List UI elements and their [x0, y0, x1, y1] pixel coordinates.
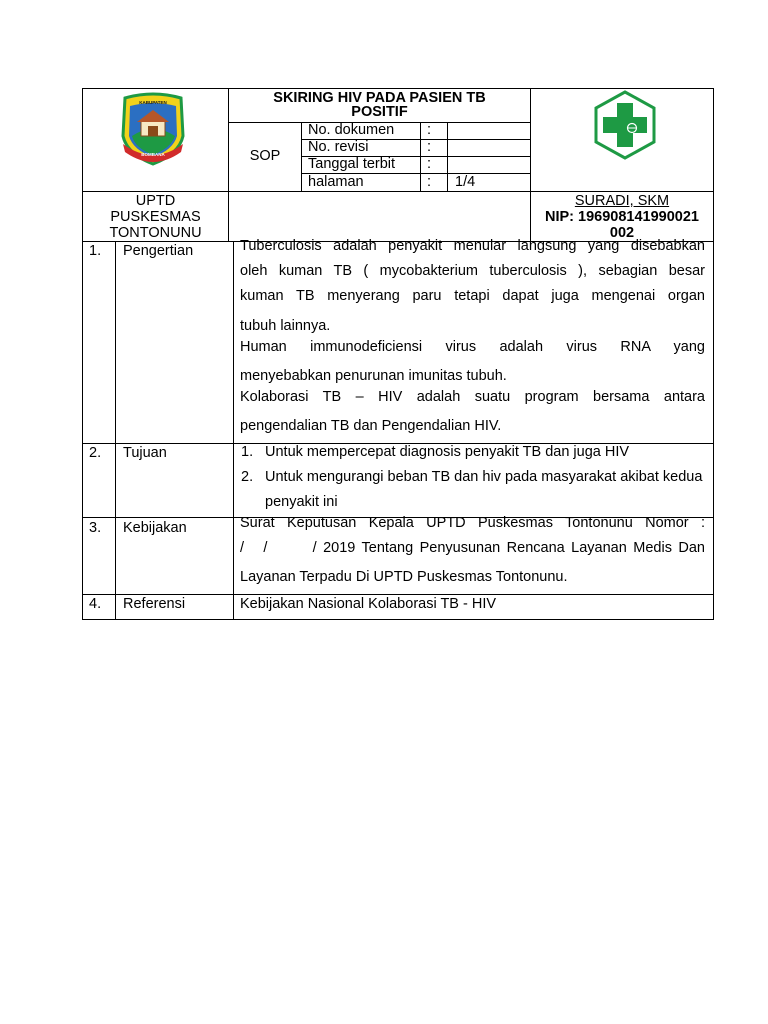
meta-sep-revisi: : — [427, 139, 432, 155]
pengertian-line: kuman TB menyerang paru tetapi dapat juga mengenai organ — [240, 288, 705, 305]
pengertian-content — [240, 238, 705, 440]
kebijakan-line: Surat Keputusan Kepala UPTD Puskesmas Tontonunu Nomor : — [240, 515, 705, 531]
meta-label-tanggal: Tanggal terbit — [308, 156, 396, 172]
signer-block — [531, 193, 713, 241]
list-item-text: Untuk mengurangi beban TB dan hiv pada masyarakat akibat kedua penyakit ini — [265, 469, 703, 510]
org-line-3: TONTONUNU — [109, 225, 202, 241]
pengertian-line: tubuh lainnya. — [240, 317, 331, 334]
kebijakan-content — [240, 515, 705, 591]
meta-label-dokumen: No. dokumen — [308, 122, 395, 138]
signer-name: SURADI, SKM — [574, 193, 670, 209]
row-label-pengertian: Pengertian — [123, 243, 194, 259]
signer-nip-line-2: 002 — [609, 225, 635, 241]
list-item-number: 1. — [241, 444, 254, 460]
meta-label-revisi: No. revisi — [308, 139, 369, 155]
sop-label: SOP — [249, 148, 281, 164]
document-title — [229, 91, 530, 119]
pengertian-line: Kolaborasi TB – HIV adalah suatu program bersama antara — [240, 389, 705, 406]
row-number: 1. — [89, 243, 102, 259]
meta-value-halaman: 1/4 — [455, 174, 476, 190]
signer-nip-line-1: NIP: 196908141990021 — [545, 209, 699, 225]
referensi-content: Kebijakan Nasional Kolaborasi TB - HIV — [240, 596, 497, 612]
list-item — [241, 465, 707, 515]
row-number: 2. — [89, 445, 102, 461]
organization-name — [83, 193, 228, 241]
row-label-referensi: Referensi — [123, 596, 186, 612]
org-line-2: PUSKESMAS — [110, 209, 201, 225]
list-item-number: 2. — [241, 469, 254, 485]
meta-sep-dokumen: : — [427, 122, 432, 138]
row-number: 3. — [89, 520, 102, 536]
kebijakan-line: / / / 2019 Tentang Penyusunan Rencana Layanan Medis Dan — [240, 540, 705, 557]
logo-text-bottom: BOMBANA — [141, 152, 165, 157]
pengertian-line: Tuberculosis adalah penyakit menular langsung yang disebabkan — [240, 238, 705, 254]
kebijakan-line: Layanan Terpadu Di UPTD Puskesmas Tontonunu. — [240, 569, 568, 586]
kabupaten-logo — [117, 92, 189, 168]
pengertian-line: menyebabkan penurunan imunitas tubuh. — [240, 367, 507, 384]
org-line-1: UPTD — [135, 193, 176, 209]
title-line-2: POSITIF — [351, 104, 408, 120]
title-line-1: SKIRING HIV PADA PASIEN TB — [273, 90, 486, 106]
meta-sep-halaman: : — [427, 174, 432, 190]
tujuan-list — [241, 440, 707, 515]
list-item — [241, 440, 707, 465]
row-number: 4. — [89, 596, 102, 612]
logo-text-top: KABUPATEN — [139, 100, 167, 105]
row-label-kebijakan: Kebijakan — [123, 520, 187, 536]
pengertian-line: pengendalian TB dan Pengendalian HIV. — [240, 418, 502, 435]
pengertian-line: Human immunodeficiensi virus adalah virus RNA yang — [240, 338, 705, 355]
meta-sep-tanggal: : — [427, 156, 432, 172]
list-item-text: Untuk mempercepat diagnosis penyakit TB dan juga HIV — [265, 444, 630, 460]
meta-label-halaman: halaman — [308, 174, 364, 190]
puskesmas-logo — [590, 90, 660, 160]
pengertian-line: oleh kuman TB ( mycobakterium tuberculosis ), sebagian besar — [240, 263, 705, 280]
row-label-tujuan: Tujuan — [123, 445, 167, 461]
